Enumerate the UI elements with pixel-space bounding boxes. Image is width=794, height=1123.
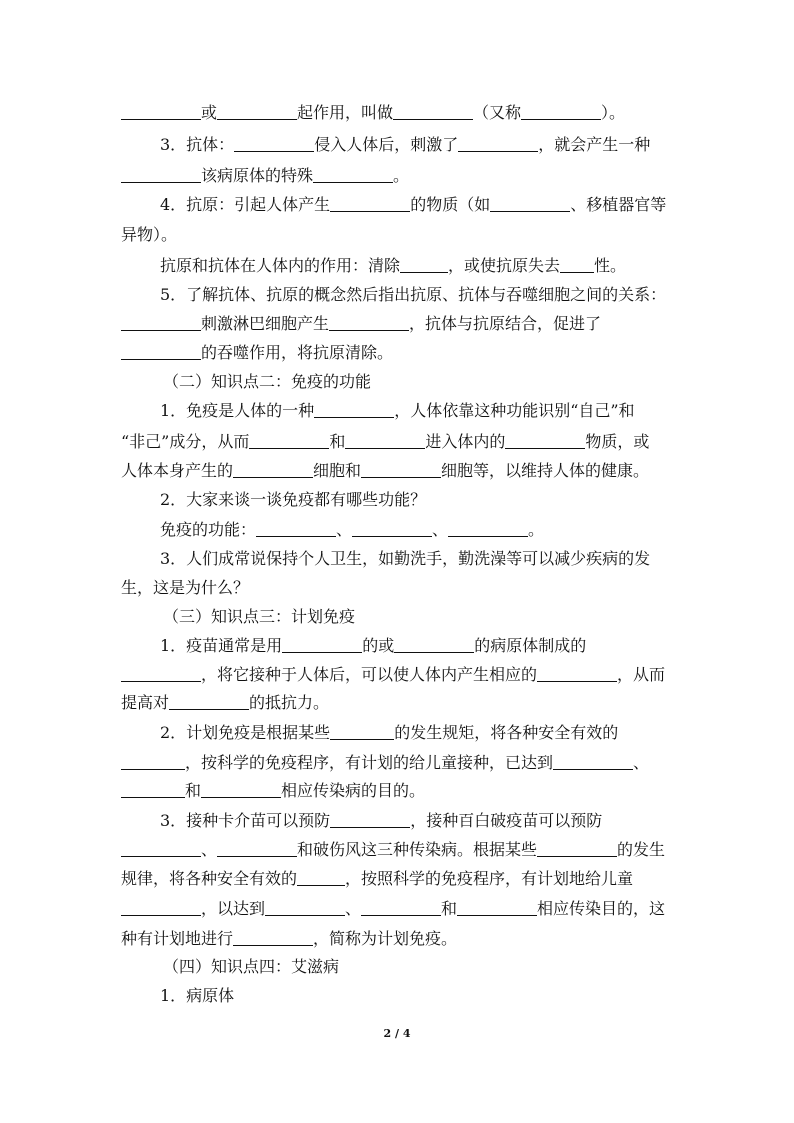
text-line [121, 693, 666, 713]
text-line [160, 490, 666, 510]
text-segment: ，以达到 [201, 899, 266, 918]
fill-in-blank [490, 197, 570, 212]
text-segment: 侵入人体后，刺激了 [314, 135, 459, 154]
text-segment: 、 [201, 840, 218, 859]
text-line [160, 135, 666, 155]
text-segment: 免疫的功能： [160, 520, 257, 539]
fill-in-blank [121, 901, 201, 916]
text-segment: 4．抗原：引起人体产生 [160, 195, 331, 214]
text-segment: ，简称为计划免疫。 [313, 929, 458, 948]
text-line [121, 103, 666, 123]
text-segment: 异物）。 [121, 225, 178, 244]
text-segment: 的病原体制成的 [474, 636, 587, 655]
text-segment: ，人体依靠这种功能识别“自己”和 [394, 401, 635, 420]
text-segment: 5．了解抗体、抗原的概念然后指出抗原、抗体与吞噬细胞之间的关系： [160, 285, 667, 304]
fill-in-blank [537, 667, 617, 682]
fill-in-blank [329, 316, 409, 331]
fill-in-blank [282, 638, 362, 653]
text-segment: 的吞噬作用，将抗原清除。 [201, 343, 394, 362]
fill-in-blank [169, 695, 249, 710]
section-heading [163, 607, 708, 627]
text-segment: 人体本身产生的 [121, 461, 234, 480]
fill-in-blank [121, 105, 201, 120]
text-segment: 2．计划免疫是根据某些 [160, 723, 331, 742]
text-segment: 生，这是为什么？ [121, 578, 250, 597]
text-segment: 2．大家来谈一谈免疫都有哪些功能？ [160, 490, 427, 509]
fill-in-blank [505, 434, 585, 449]
text-segment: 3．接种卡介苗可以预防 [160, 811, 331, 830]
text-segment: 细胞和 [313, 461, 362, 480]
text-segment: 的发生 [617, 840, 666, 859]
fill-in-blank [361, 463, 441, 478]
text-segment: 性。 [594, 256, 627, 275]
text-segment: 1．免疫是人体的一种 [160, 401, 315, 420]
fill-in-blank [537, 842, 617, 857]
fill-in-blank [330, 725, 394, 740]
text-line [121, 840, 666, 860]
text-segment: 。 [393, 166, 410, 185]
fill-in-blank [249, 434, 329, 449]
text-line [121, 665, 666, 685]
fill-in-blank [457, 901, 537, 916]
fill-in-blank [121, 667, 201, 682]
text-line [121, 899, 666, 919]
section-heading [163, 372, 708, 392]
text-line [160, 986, 666, 1006]
text-segment: 3．抗体： [160, 135, 235, 154]
text-segment: 、 [336, 520, 353, 539]
text-segment: ，从而 [617, 665, 666, 684]
text-segment: 种有计划地进行 [121, 929, 234, 948]
fill-in-blank [201, 783, 281, 798]
text-segment: ，或使抗原失去 [448, 256, 561, 275]
text-line [160, 636, 666, 656]
fill-in-blank [234, 137, 314, 152]
text-segment: ，将它接种于人体后，可以使人体内产生相应的 [201, 665, 538, 684]
text-segment: 或 [201, 103, 218, 122]
text-segment: ）。 [601, 103, 626, 122]
fill-in-blank [256, 522, 336, 537]
fill-in-blank [121, 755, 185, 770]
text-segment: ，按照科学的免疫程序，有计划地给儿童 [345, 869, 634, 888]
fill-in-blank [121, 842, 201, 857]
text-segment: 。 [528, 520, 545, 539]
text-segment: 物质，或 [585, 432, 650, 451]
fill-in-blank [393, 105, 473, 120]
text-segment: 的抵抗力。 [249, 693, 330, 712]
fill-in-blank [458, 137, 538, 152]
text-segment: 相应传染目的，这 [537, 899, 666, 918]
text-segment: 、 [633, 753, 650, 772]
fill-in-blank [345, 434, 425, 449]
text-line [121, 578, 666, 598]
fill-in-blank [297, 871, 345, 886]
text-line [160, 520, 666, 540]
text-segment: ，接种百白破疫苗可以预防 [410, 811, 603, 830]
text-segment: ，就会产生一种 [538, 135, 651, 154]
text-segment: 、 [345, 899, 362, 918]
fill-in-blank [233, 931, 313, 946]
text-line [121, 432, 666, 452]
text-line [121, 753, 666, 773]
fill-in-blank [121, 783, 185, 798]
text-line [121, 343, 666, 363]
text-line [121, 314, 666, 334]
text-segment: 和破伤风这三种传染病。根据某些 [297, 840, 538, 859]
fill-in-blank [233, 463, 313, 478]
page-number: 2 / 4 [383, 1027, 411, 1040]
text-line [160, 285, 666, 305]
text-segment: （又称 [473, 103, 522, 122]
text-line [121, 461, 666, 481]
text-line [160, 549, 666, 569]
fill-in-blank [217, 842, 297, 857]
text-segment: 和 [441, 899, 458, 918]
text-segment: 1．病原体 [160, 986, 235, 1005]
text-segment: 的物质（如 [410, 195, 491, 214]
fill-in-blank [121, 345, 201, 360]
text-segment: （四）知识点四：艾滋病 [163, 957, 340, 976]
text-segment: （二）知识点二：免疫的功能 [163, 372, 372, 391]
text-line [160, 401, 666, 421]
text-line [160, 195, 666, 215]
text-segment: 的或 [362, 636, 395, 655]
text-segment: ，按科学的免疫程序，有计划的给儿童接种，已达到 [185, 753, 554, 772]
text-segment: 该病原体的特殊 [201, 166, 314, 185]
text-segment: 进入体内的 [425, 432, 506, 451]
text-line [160, 256, 666, 276]
text-segment: 的发生规矩，将各种安全有效的 [394, 723, 619, 742]
text-segment: 细胞等，以维持人体的健康。 [441, 461, 650, 480]
fill-in-blank [217, 105, 297, 120]
fill-in-blank [121, 316, 201, 331]
text-segment: 、 [432, 520, 449, 539]
fill-in-blank [560, 258, 594, 273]
text-line [160, 723, 666, 743]
text-segment: 抗原和抗体在人体内的作用：清除 [160, 256, 401, 275]
text-segment: ，抗体与抗原结合，促进了 [409, 314, 602, 333]
fill-in-blank [448, 522, 528, 537]
fill-in-blank [314, 403, 394, 418]
fill-in-blank [121, 168, 201, 183]
text-segment: 相应传染病的目的。 [281, 781, 426, 800]
text-segment: 和 [185, 781, 202, 800]
fill-in-blank [330, 197, 410, 212]
fill-in-blank [521, 105, 601, 120]
text-line [121, 166, 666, 186]
text-line [121, 929, 666, 949]
fill-in-blank [400, 258, 448, 273]
text-segment: 刺激淋巴细胞产生 [201, 314, 330, 333]
fill-in-blank [361, 901, 441, 916]
fill-in-blank [313, 168, 393, 183]
text-line [121, 225, 666, 245]
fill-in-blank [330, 813, 410, 828]
text-segment: 起作用，叫做 [297, 103, 394, 122]
text-segment: 和 [329, 432, 346, 451]
section-heading [163, 957, 708, 977]
fill-in-blank [394, 638, 474, 653]
text-segment: 、移植器官等 [570, 195, 667, 214]
fill-in-blank [352, 522, 432, 537]
text-line [121, 781, 666, 801]
text-segment: 提高对 [121, 693, 170, 712]
text-segment: “非己”成分，从而 [121, 432, 250, 451]
fill-in-blank [265, 901, 345, 916]
text-segment: （三）知识点三：计划免疫 [163, 607, 356, 626]
text-line [160, 811, 666, 831]
text-segment: 规律，将各种安全有效的 [121, 869, 298, 888]
text-line [121, 869, 666, 889]
fill-in-blank [553, 755, 633, 770]
text-segment: 1．疫苗通常是用 [160, 636, 283, 655]
text-segment: 3．人们成常说保持个人卫生，如勤洗手，勤洗澡等可以减少疾病的发 [160, 549, 651, 568]
